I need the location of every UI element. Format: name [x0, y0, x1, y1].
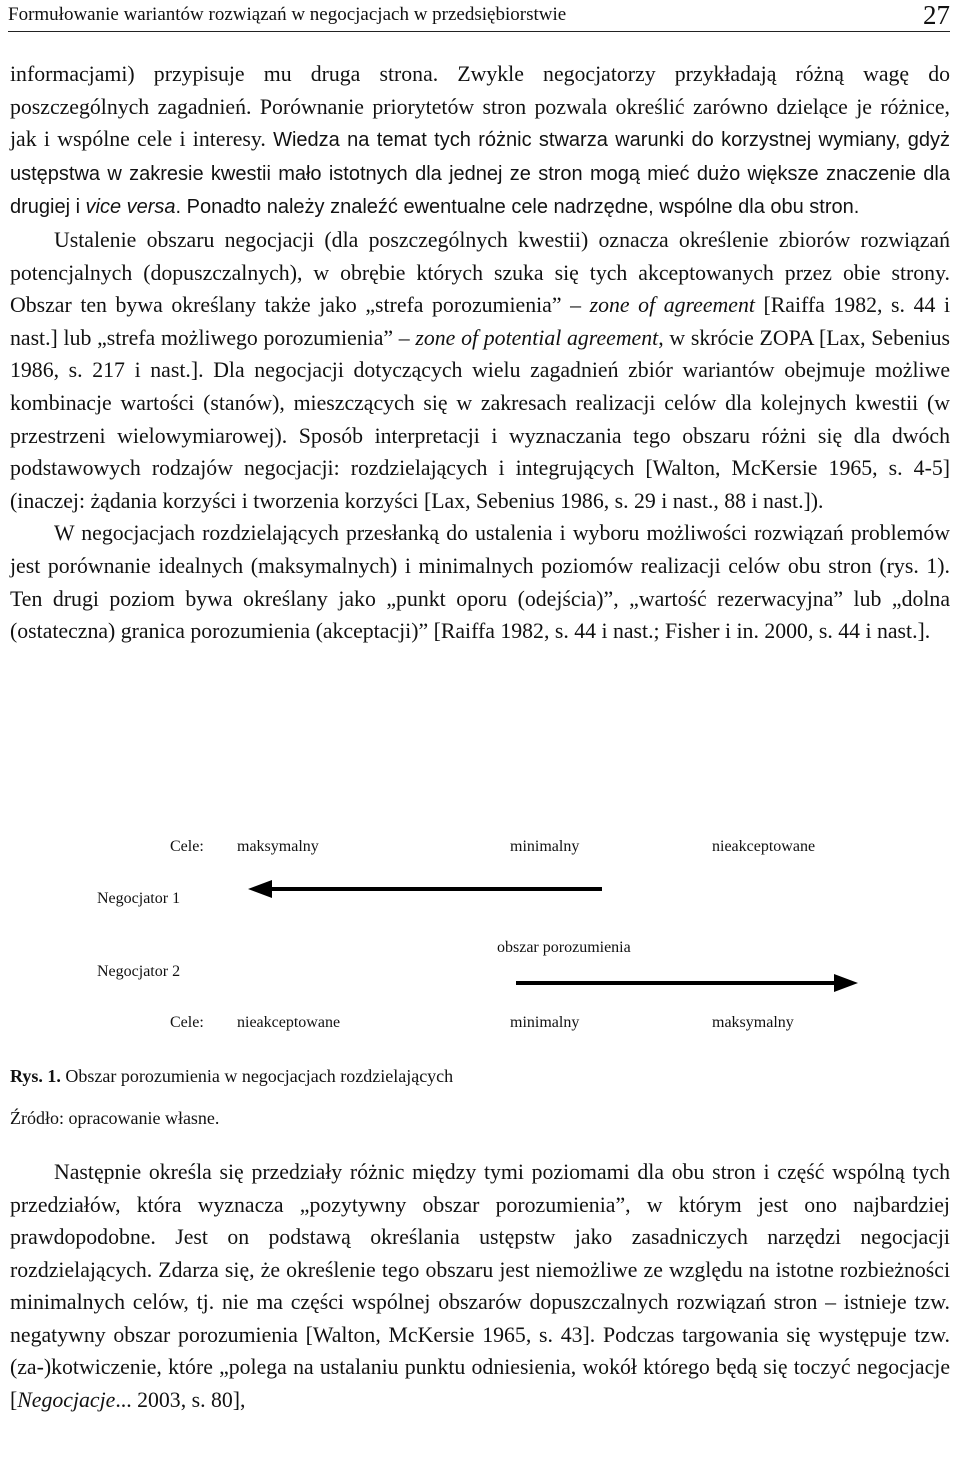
paragraph-2-part-b: [Raiffa 1982, s. 44 i nast.] lub „strefa możliwego porozumienia” –	[10, 293, 951, 350]
figure-1	[0, 828, 960, 1058]
paragraph-1-part-c: . Ponadto należy znaleźć ewentualne cele nadrzędne, wspólne dla obu stron.	[175, 196, 860, 219]
bottom-unacceptable-label: nieakceptowane	[237, 1014, 341, 1031]
bottom-min-label: minimalny	[510, 1014, 580, 1031]
bottom-goals-label: Cele:	[170, 1014, 204, 1031]
negotiator-1-arrowhead	[248, 880, 272, 898]
running-head	[8, 0, 950, 32]
running-head-title: Formułowanie wariantów rozwiązań w negocjacjach w przedsiębiorstwie	[8, 4, 567, 25]
body-text-lower	[10, 1156, 950, 1416]
top-max-label: maksymalny	[237, 838, 319, 855]
negotiator-2-label: Negocjator 2	[97, 963, 181, 980]
figure-arrows	[0, 828, 960, 1058]
top-goals-label: Cele:	[170, 838, 204, 855]
top-unacceptable-label: nieakceptowane	[712, 838, 816, 855]
term-zone-of-potential-agreement: zone of potential agreement	[415, 325, 659, 350]
paragraph-2-part-c: , w skrócie ZOPA [Lax, Sebenius 1986, s. 217 i nast.]. Dla negocjacji dotyczących wielu zagadnień zbiór wariantów obejmuje możliwe kombinacje wartości (stanów), mieszczących się w zakresach realizacji celów dla kolejnych kwestii (w przestrzeni wielowymiarowej). Sposób interpretacji i wyznaczania tego obszaru różni się dla dwóch podstawowych rodzajów negocjacji: rozdzielających i integrujących [Walton, McKersie 1965, s. 4-5] (inaczej: żądania korzyści i tworzenia korzyści [Lax, Sebenius 1986, s. 29 i nast., 88 i nast.]).	[10, 325, 950, 513]
caption-text: Obszar porozumienia w negocjacjach rozdzielających	[65, 1066, 454, 1086]
page-number: 27	[923, 0, 950, 30]
paragraph-4-part-b: ... 2003, s. 80],	[115, 1387, 246, 1412]
figure-caption	[10, 1066, 453, 1087]
body-text-upper	[10, 58, 950, 648]
paragraph-4-part-a: Następnie określa się przedziały różnic między tymi poziomami dla obu stron i część wspólną tych przedziałów, która wyznacza „pozytywny obszar porozumienia”, w którym jest ono najbardziej prawdopodobne. Jest on podstawą określania ustępstw jako zasadniczych narzędzi negocjacji rozdzielających. Zdarza się, że określenie tego obszaru jest niemożliwe ze względu na istotne rozbieżności minimalnych celów, tj. nie ma części wspólnej obszarów dopuszczalnych rozwiązań stron – istnieje tzw. negatywny obszar porozumienia [Walton, McKersie 1965, s. 43]. Podczas targowania się występuje tzw. (za-)kotwiczenie, które „polega na ustalaniu punktu odniesienia, wokół którego będą się toczyć negocjacje [	[10, 1160, 950, 1412]
paragraph-1-part-b: Wiedza na temat tych różnic stwarza warunki do korzystnej wymiany, gdyż ustępstwa w zakresie kwestii mało istotnych dla jednej ze stron mogą mieć dużo większe znaczenie dla drugiej i	[10, 129, 950, 219]
vice-versa: vice versa	[85, 196, 176, 219]
bottom-max-label: maksymalny	[712, 1014, 794, 1031]
term-zone-of-agreement: zone of agreement	[589, 293, 755, 318]
top-min-label: minimalny	[510, 838, 580, 855]
paragraph-2-part-a: Ustalenie obszaru negocjacji (dla poszczególnych kwestii) oznacza określenie zbiorów rozwiązań potencjalnych (dopuszczalnych), w obrębie których szuka się tych akceptowanych przez obie strony. Obszar ten bywa określany także jako „strefa porozumienia” –	[10, 227, 950, 318]
citation-negocjacje: Negocjacje	[17, 1387, 116, 1412]
paragraph-1	[10, 58, 950, 224]
paragraph-4	[10, 1156, 950, 1416]
negotiator-1-label: Negocjator 1	[97, 890, 181, 907]
agreement-zone-label: obszar porozumienia	[497, 939, 631, 956]
figure-source: Źródło: opracowanie własne.	[10, 1108, 220, 1128]
caption-label: Rys. 1.	[10, 1066, 61, 1086]
paragraph-3: W negocjacjach rozdzielających przesłanką do ustalenia i wyboru możliwości rozwiązań problemów jest porównanie idealnych (maksymalnych) i minimalnych poziomów realizacji celów obu stron (rys. 1). Ten drugi poziom bywa określany jako „punkt oporu (odejścia)”, „wartość rezerwacyjna” lub „dolna (ostateczna) granica porozumienia (akceptacji)” [Raiffa 1982, s. 44 i nast.; Fisher i in. 2000, s. 44 i nast.].	[10, 521, 950, 644]
paragraph-1-part-a: informacjami) przypisuje mu druga strona. Zwykle negocjatorzy przykładają różną wagę do poszczególnych zagadnień. Porównanie priorytetów stron pozwala określić zarówno dzielące je różnice, jak i wspólne cele i interesy.	[10, 62, 950, 152]
paragraph-2	[10, 224, 950, 517]
negotiator-2-arrowhead	[834, 974, 858, 992]
